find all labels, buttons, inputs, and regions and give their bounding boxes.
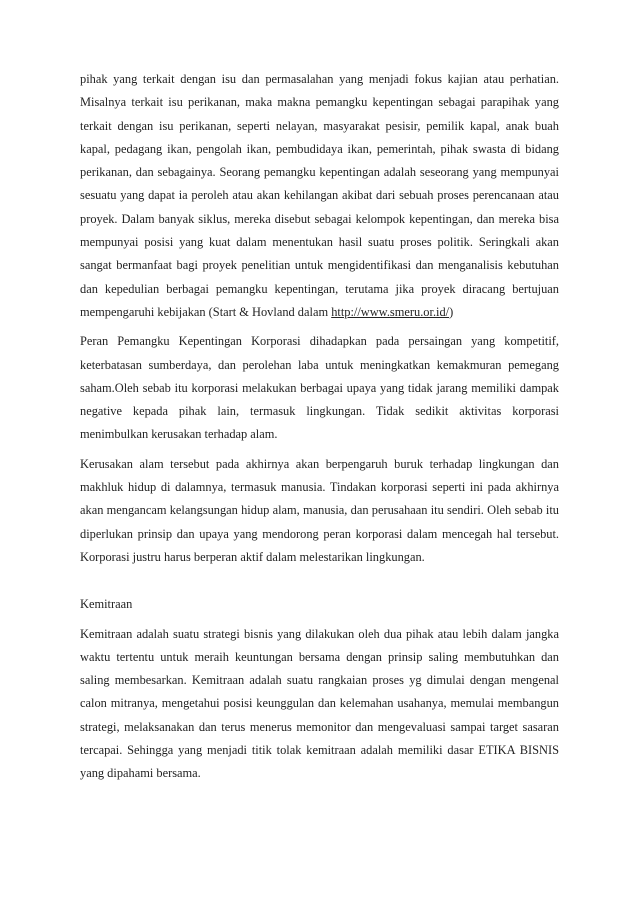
smeru-link[interactable]: http://www.smeru.or.id/ — [331, 304, 450, 319]
paragraph-stakeholders-closing: ) — [449, 304, 454, 319]
paragraph-kemitraan: Kemitraan adalah suatu strategi bisnis yang dilakukan oleh dua pihak atau lebih dalam jangka waktu tertentu untuk meraih keuntungan bersama dengan prinsip saling membutuhkan dan saling membesarkan. Kemitraan adalah suatu rangkaian proses yg dimulai dengan mengenal calon mitranya, mengetahui posisi keunggulan dan kelemahan usahanya, memulai membangun strategi, melaksanakan dan terus menerus memonitor dan mengevaluasi sampai target sasaran tercapai. Sehingga yang menjadi titik tolak kemitraan adalah memiliki dasar ETIKA BISNIS yang dipahami bersama. — [80, 626, 559, 781]
paragraph-corporate-stakeholders: Peran Pemangku Kepentingan Korporasi dihadapkan pada persaingan yang kompetitif, keterbatasan sumberdaya, dan perolehan laba untuk meningkatkan kemakmuran pemegang saham.Oleh sebab itu korporasi melakukan berbagai upaya yang tidak jarang memiliki dampak negative kepada pihak lain, termasuk lingkungan. Tidak sedikit aktivitas korporasi menimbulkan kerusakan terhadap alam. — [80, 334, 559, 442]
section-heading-kemitraan: Kemitraan — [80, 597, 133, 612]
document-page — [80, 68, 559, 792]
paragraph-environmental-damage: Kerusakan alam tersebut pada akhirnya akan berpengaruh buruk terhadap lingkungan dan makhluk hidup di dalamnya, termasuk manusia. Tindakan korporasi seperti ini pada akhirnya akan mengancam kelangsungan hidup alam, manusia, dan perusahaan itu sendiri. Oleh sebab itu diperlukan prinsip dan upaya yang mendorong peran korporasi dalam mencegah hal tersebut. Korporasi justru harus berperan aktif dalam melestarikan lingkungan. — [80, 456, 559, 564]
paragraph-stakeholders-text: pihak yang terkait dengan isu dan permasalahan yang menjadi fokus kajian atau perhatian. Misalnya terkait isu perikanan, maka makna pemangku kepentingan sebagai parapihak yang terkait dengan isu perikanan, seperti nelayan, masyarakat pesisir, pemilik kapal, anak buah kapal, pedagang ikan, pengolah ikan, pembudidaya ikan, pemerintah, pihak swasta di bidang perikanan, dan sebagainya. Seorang pemangku kepentingan adalah seseorang yang mempunyai sesuatu yang dapat ia peroleh atau akan kehilangan akibat dari sebuah proses perencanaan atau proyek. Dalam banyak siklus, mereka disebut sebagai kelompok kepentingan, dan mereka bisa mempunyai posisi yang kuat dalam menentukan hasil suatu proses politik. Seringkali akan sangat bermanfaat bagi proyek penelitian untuk mengidentifikasi dan menganalisis kebutuhan dan kepedulian berbagai pemangku kepentingan, terutama jika proyek diracang bertujuan mempengaruhi kebijakan (Start & Hovland dalam — [80, 72, 559, 319]
paragraph-stakeholders — [80, 68, 559, 324]
